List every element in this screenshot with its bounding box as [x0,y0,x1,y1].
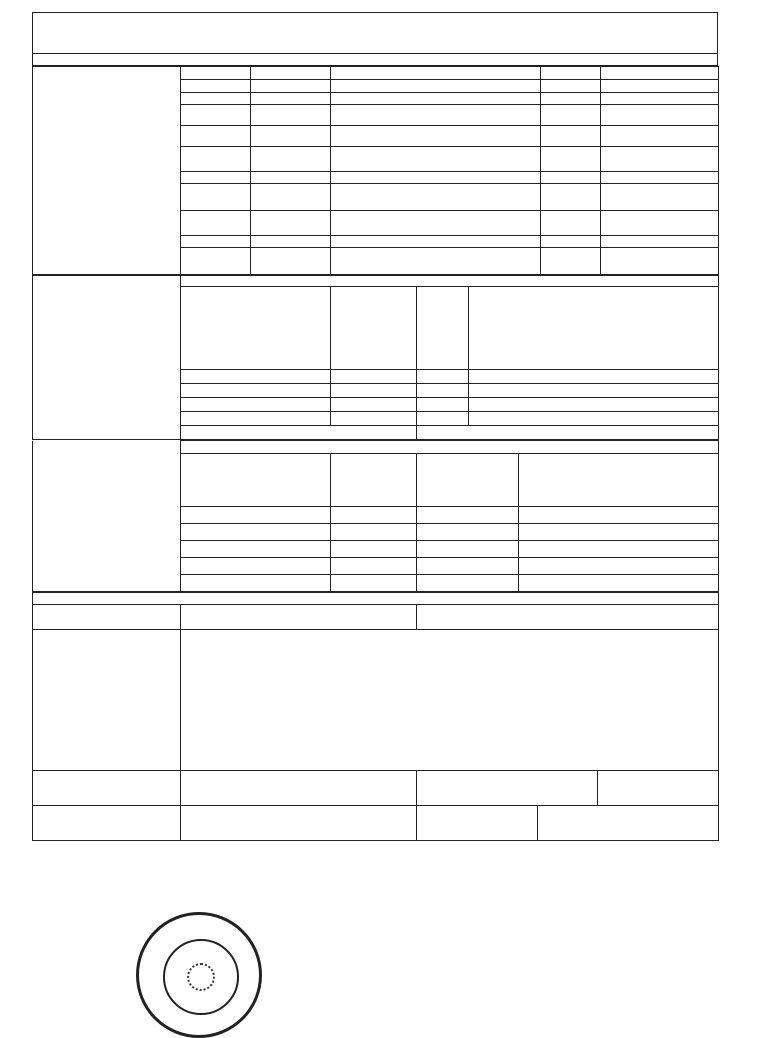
difficult-seedling-table [32,440,719,592]
labor-activity [251,211,331,236]
labor-days [541,147,601,172]
easy-number [331,398,417,412]
labor-days [541,93,601,105]
labor-yes-no [181,80,251,93]
labor-activity [251,93,331,105]
difficult-type [181,507,331,524]
labor-description [331,184,541,211]
difficult-type [181,541,331,558]
easy-total [469,370,719,384]
easy-cost [417,370,469,384]
header-table [32,12,718,66]
labor-yes-no [181,105,251,126]
labor-yes-no [181,147,251,172]
easy-header-number [331,287,417,370]
labor-activity [251,236,331,248]
labor-activity [251,248,331,275]
cash-section-label [33,276,181,440]
difficult-header-tree-type [181,454,331,507]
easy-cost [417,398,469,412]
technician-label [181,605,417,630]
owners-list [181,630,719,771]
easy-cost [417,412,469,426]
approved-name [597,771,719,805]
labor-days [541,184,601,211]
difficult-number [331,541,417,558]
labor-description [331,80,541,93]
labor-yes-no [181,184,251,211]
labor-cost [601,248,719,275]
labor-activity [251,172,331,184]
labor-activity [251,184,331,211]
submitted-date [181,771,417,806]
labor-yes-no [181,67,251,80]
labor-days [541,80,601,93]
approved-label [417,771,597,805]
easy-total [469,412,719,426]
easy-header-tree-type [181,287,331,370]
difficult-total-label [181,575,331,592]
labor-description [331,105,541,126]
labor-cost [601,105,719,126]
difficult-number [331,524,417,541]
labor-yes-no [181,93,251,105]
labor-days [541,105,601,126]
official-stamp-icon [136,912,262,1038]
easy-type [181,370,331,384]
labor-yes-no [181,248,251,275]
difficult-number [331,507,417,524]
easy-total [469,384,719,398]
labor-description [331,126,541,147]
labor-days [541,248,601,275]
difficult-title [181,441,719,454]
difficult-type [181,558,331,575]
difficult-number [331,558,417,575]
date-label [33,605,181,630]
labor-activity [251,105,331,126]
easy-number [331,412,417,426]
labor-cost [601,211,719,236]
form-title [33,54,718,66]
labor-cost [601,67,719,80]
labor-days [541,67,601,80]
easy-seedling-table [32,275,719,440]
easy-cost [417,384,469,398]
labor-activity [251,80,331,93]
labor-days [541,172,601,184]
easy-number [331,384,417,398]
labor-days [541,211,601,236]
agreement-text [33,593,719,605]
labor-cost [601,126,719,147]
labor-yes-no [181,172,251,184]
easy-header-cost-per [417,287,469,370]
difficult-type [181,524,331,541]
easy-type [181,398,331,412]
labor-section-label [33,67,181,275]
labor-description [331,236,541,248]
labor-activity [251,126,331,147]
difficult-header-cost-per [417,454,519,507]
difficult-header-number [331,454,417,507]
labor-cost [601,172,719,184]
labor-days [541,236,601,248]
labor-cost [601,80,719,93]
form-sheet [32,12,718,908]
easy-type [181,412,331,426]
easy-total-label [181,426,417,440]
signature-table [32,592,719,841]
labor-description [331,211,541,236]
labor-yes-no [181,126,251,147]
difficult-header-total [519,454,719,507]
labor-description [331,248,541,275]
labor-days [541,126,601,147]
labor-yes-no [181,211,251,236]
labor-yes-no [181,236,251,248]
labor-cost [601,147,719,172]
labor-description [331,172,541,184]
easy-number [331,370,417,384]
technician-name [417,605,719,630]
labor-activity [251,67,331,80]
owners-label [33,630,181,771]
archive-date [537,806,719,840]
labor-description [331,93,541,105]
document-title [33,13,718,54]
labor-cost [601,184,719,211]
easy-title [181,276,719,287]
labor-cost [601,236,719,248]
labor-table [32,66,719,275]
easy-type [181,384,331,398]
archived-name [181,806,417,841]
labor-description [331,67,541,80]
archived-label [33,806,181,841]
easy-header-total [469,287,719,370]
easy-total [469,398,719,412]
labor-description [331,147,541,172]
labor-activity [251,147,331,172]
submitted-label [33,771,181,806]
labor-row [33,67,719,80]
archive-date-label [417,806,537,840]
labor-cost [601,93,719,105]
